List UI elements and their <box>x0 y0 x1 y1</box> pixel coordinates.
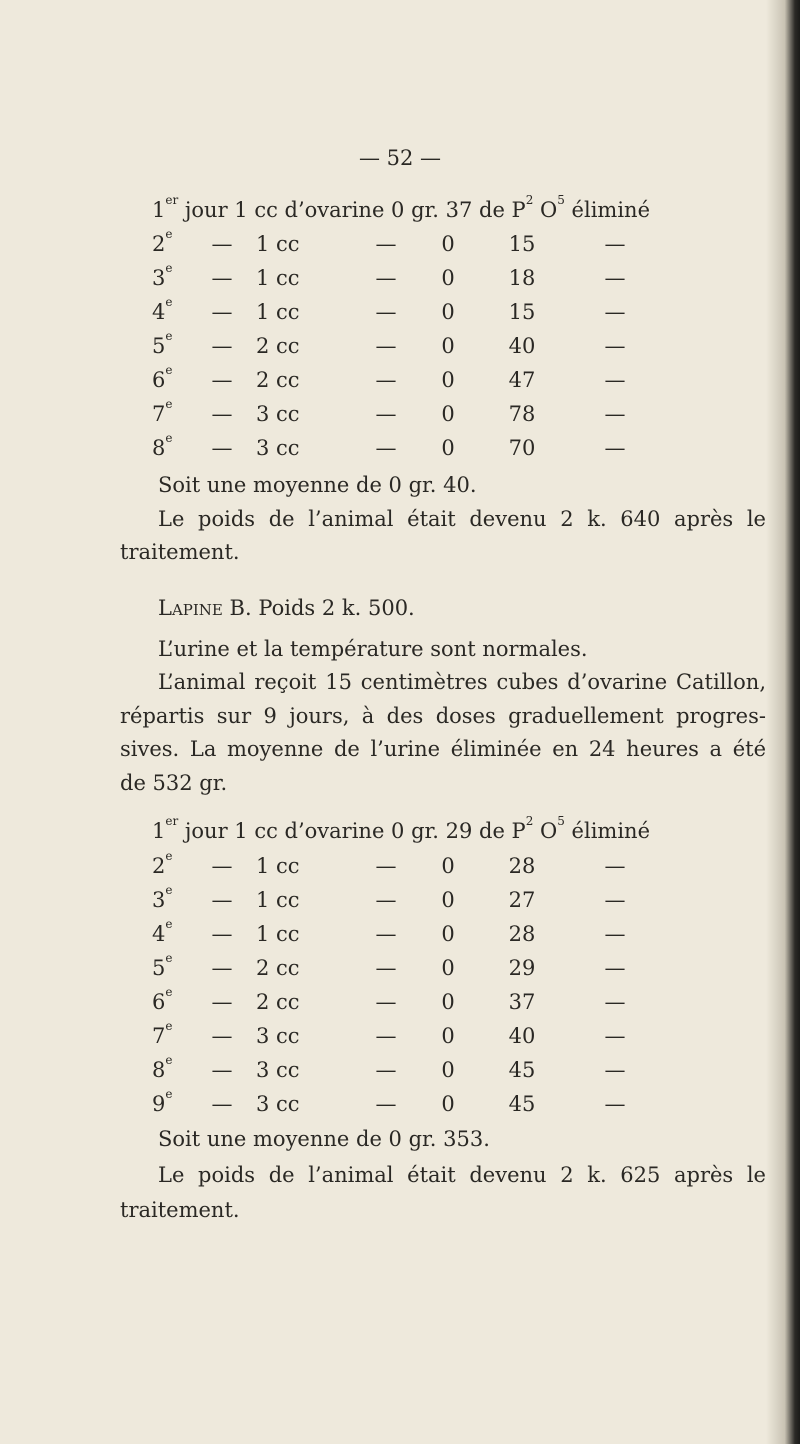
day-sup: e <box>165 951 173 965</box>
dose: 1 cc <box>256 232 300 256</box>
table1-row <box>0 294 800 330</box>
day: 3 <box>152 266 166 290</box>
table1-row <box>0 328 800 364</box>
ditto-dash: — <box>211 922 233 946</box>
ditto-dash: — <box>211 1058 233 1082</box>
grams: 0 <box>441 334 455 358</box>
grams: 0 <box>441 266 455 290</box>
centigrams: 27 <box>508 888 536 912</box>
ditto-dash: — <box>604 888 626 912</box>
table2-row <box>0 1052 800 1088</box>
day-sup: e <box>165 227 173 241</box>
header-o: O <box>533 198 558 222</box>
table1-row <box>0 430 800 466</box>
day: 8 <box>152 1058 166 1082</box>
header-day-sup: er <box>165 193 179 207</box>
grams: 0 <box>441 1058 455 1082</box>
day: 4 <box>152 300 166 324</box>
grams: 0 <box>441 1024 455 1048</box>
ditto-dash: — <box>375 990 397 1014</box>
grams: 0 <box>441 922 455 946</box>
day-sup: e <box>165 883 173 897</box>
ditto-dash: — <box>604 956 626 980</box>
lapine-b-weight: Poids 2 k. 500. <box>251 596 415 620</box>
ditto-dash: — <box>375 334 397 358</box>
day: 8 <box>152 436 166 460</box>
ditto-dash: — <box>604 334 626 358</box>
dose: 3 cc <box>256 1092 300 1116</box>
dose: 2 cc <box>256 990 300 1014</box>
average-line: Soit une moyenne de 0 gr. 40. <box>158 473 477 497</box>
ditto-dash: — <box>211 1024 233 1048</box>
ditto-dash: — <box>604 232 626 256</box>
table2-row <box>0 916 800 952</box>
ditto-dash: — <box>604 402 626 426</box>
table2-row <box>0 848 800 884</box>
ditto-dash: — <box>375 266 397 290</box>
day-sup: e <box>165 261 173 275</box>
para-line: sives. La moyenne de l’urine éliminée en 24 heures a été <box>120 737 766 761</box>
header-day: 1 <box>152 819 166 843</box>
ditto-dash: — <box>375 956 397 980</box>
day: 5 <box>152 956 166 980</box>
centigrams: 78 <box>508 402 536 426</box>
day: 7 <box>152 1024 166 1048</box>
weight-line-end: traitement. <box>120 540 240 564</box>
table1-summary <box>120 470 766 568</box>
grams: 0 <box>441 956 455 980</box>
ditto-dash: — <box>604 990 626 1014</box>
table1-row <box>0 226 800 262</box>
ditto-dash: — <box>604 1024 626 1048</box>
dose: 1 cc <box>256 300 300 324</box>
ditto-dash: — <box>211 266 233 290</box>
centigrams: 15 <box>508 300 536 324</box>
header-text: jour 1 cc d’ovarine 0 gr. 29 de P <box>178 819 526 843</box>
ditto-dash: — <box>375 300 397 324</box>
ditto-dash: — <box>375 402 397 426</box>
dose: 1 cc <box>256 888 300 912</box>
centigrams: 28 <box>508 854 536 878</box>
table1-row <box>0 362 800 398</box>
dose: 1 cc <box>256 854 300 878</box>
header-end: éliminé <box>564 819 650 843</box>
ditto-dash: — <box>211 1092 233 1116</box>
grams: 0 <box>441 436 455 460</box>
day-sup: e <box>165 295 173 309</box>
ditto-dash: — <box>375 1024 397 1048</box>
table2-header <box>0 813 800 849</box>
table2-row <box>0 882 800 918</box>
ditto-dash: — <box>604 1058 626 1082</box>
day-sup: e <box>165 329 173 343</box>
ditto-dash: — <box>211 232 233 256</box>
page-number: — 52 — <box>358 146 442 170</box>
centigrams: 28 <box>508 922 536 946</box>
grams: 0 <box>441 1092 455 1116</box>
dose: 3 cc <box>256 402 300 426</box>
day: 6 <box>152 368 166 392</box>
dose: 1 cc <box>256 922 300 946</box>
day: 7 <box>152 402 166 426</box>
table2-summary <box>120 1124 766 1226</box>
centigrams: 45 <box>508 1092 536 1116</box>
ditto-dash: — <box>211 854 233 878</box>
ditto-dash: — <box>211 436 233 460</box>
ditto-dash: — <box>604 854 626 878</box>
table2-row <box>0 1086 800 1122</box>
ditto-dash: — <box>375 368 397 392</box>
grams: 0 <box>441 402 455 426</box>
day: 9 <box>152 1092 166 1116</box>
table2-row <box>0 984 800 1020</box>
centigrams: 47 <box>508 368 536 392</box>
ditto-dash: — <box>604 300 626 324</box>
ditto-dash: — <box>604 436 626 460</box>
grams: 0 <box>441 854 455 878</box>
centigrams: 45 <box>508 1058 536 1082</box>
day: 4 <box>152 922 166 946</box>
day: 3 <box>152 888 166 912</box>
day: 6 <box>152 990 166 1014</box>
dose: 3 cc <box>256 1058 300 1082</box>
ditto-dash: — <box>375 232 397 256</box>
table1-row <box>0 260 800 296</box>
weight-line-end: traitement. <box>120 1198 240 1222</box>
grams: 0 <box>441 232 455 256</box>
ditto-dash: — <box>211 300 233 324</box>
ditto-dash: — <box>604 368 626 392</box>
ditto-dash: — <box>211 334 233 358</box>
para-line: répartis sur 9 jours, à des doses graduellement progres- <box>120 703 766 728</box>
header-o: O <box>533 819 558 843</box>
para-line: de 532 gr. <box>120 770 228 795</box>
header-day-sup: er <box>165 814 179 828</box>
ditto-dash: — <box>375 888 397 912</box>
grams: 0 <box>441 990 455 1014</box>
day-sup: e <box>165 363 173 377</box>
lapine-b-label: Lapine B. <box>158 596 252 620</box>
dose: 3 cc <box>256 436 300 460</box>
header-p-sup: 2 <box>525 814 534 828</box>
weight-line: Le poids de l’animal était devenu 2 k. 625 après le <box>158 1162 766 1187</box>
day: 5 <box>152 334 166 358</box>
centigrams: 37 <box>508 990 536 1014</box>
day-sup: e <box>165 1087 173 1101</box>
ditto-dash: — <box>604 1092 626 1116</box>
header-p-sup: 2 <box>525 193 534 207</box>
day-sup: e <box>165 917 173 931</box>
ditto-dash: — <box>211 990 233 1014</box>
day-sup: e <box>165 431 173 445</box>
centigrams: 15 <box>508 232 536 256</box>
average-line: Soit une moyenne de 0 gr. 353. <box>158 1127 490 1151</box>
day-sup: e <box>165 1053 173 1067</box>
ditto-dash: — <box>211 402 233 426</box>
dose: 3 cc <box>256 1024 300 1048</box>
dose: 1 cc <box>256 266 300 290</box>
header-day: 1 <box>152 198 166 222</box>
dose: 2 cc <box>256 956 300 980</box>
table2-row <box>0 1018 800 1054</box>
table1-row <box>0 396 800 432</box>
lapine-b-section <box>120 593 766 798</box>
ditto-dash: — <box>375 1058 397 1082</box>
centigrams: 70 <box>508 436 536 460</box>
ditto-dash: — <box>211 888 233 912</box>
grams: 0 <box>441 368 455 392</box>
para-line: L’animal reçoit 15 centimètres cubes d’ovarine Catillon, <box>158 670 766 694</box>
table1-header <box>0 192 800 228</box>
weight-line: Le poids de l’animal était devenu 2 k. 640 après le <box>158 506 766 531</box>
ditto-dash: — <box>211 368 233 392</box>
lapine-b-heading <box>120 593 766 624</box>
ditto-dash: — <box>375 854 397 878</box>
header-o-sup: 5 <box>557 193 565 207</box>
header-end: éliminé <box>564 198 650 222</box>
day: 2 <box>152 854 166 878</box>
centigrams: 29 <box>508 956 536 980</box>
ditto-dash: — <box>604 922 626 946</box>
centigrams: 40 <box>508 334 536 358</box>
day-sup: e <box>165 1019 173 1033</box>
ditto-dash: — <box>375 1092 397 1116</box>
header-text: jour 1 cc d’ovarine 0 gr. 37 de P <box>178 198 526 222</box>
grams: 0 <box>441 300 455 324</box>
table2-row <box>0 950 800 986</box>
day: 2 <box>152 232 166 256</box>
header-o-sup: 5 <box>557 814 565 828</box>
day-sup: e <box>165 397 173 411</box>
ditto-dash: — <box>604 266 626 290</box>
dose: 2 cc <box>256 334 300 358</box>
centigrams: 40 <box>508 1024 536 1048</box>
centigrams: 18 <box>508 266 536 290</box>
day-sup: e <box>165 985 173 999</box>
grams: 0 <box>441 888 455 912</box>
urine-line: L’urine et la température sont normales. <box>158 636 588 661</box>
day-sup: e <box>165 849 173 863</box>
ditto-dash: — <box>375 922 397 946</box>
dose: 2 cc <box>256 368 300 392</box>
ditto-dash: — <box>211 956 233 980</box>
ditto-dash: — <box>375 436 397 460</box>
